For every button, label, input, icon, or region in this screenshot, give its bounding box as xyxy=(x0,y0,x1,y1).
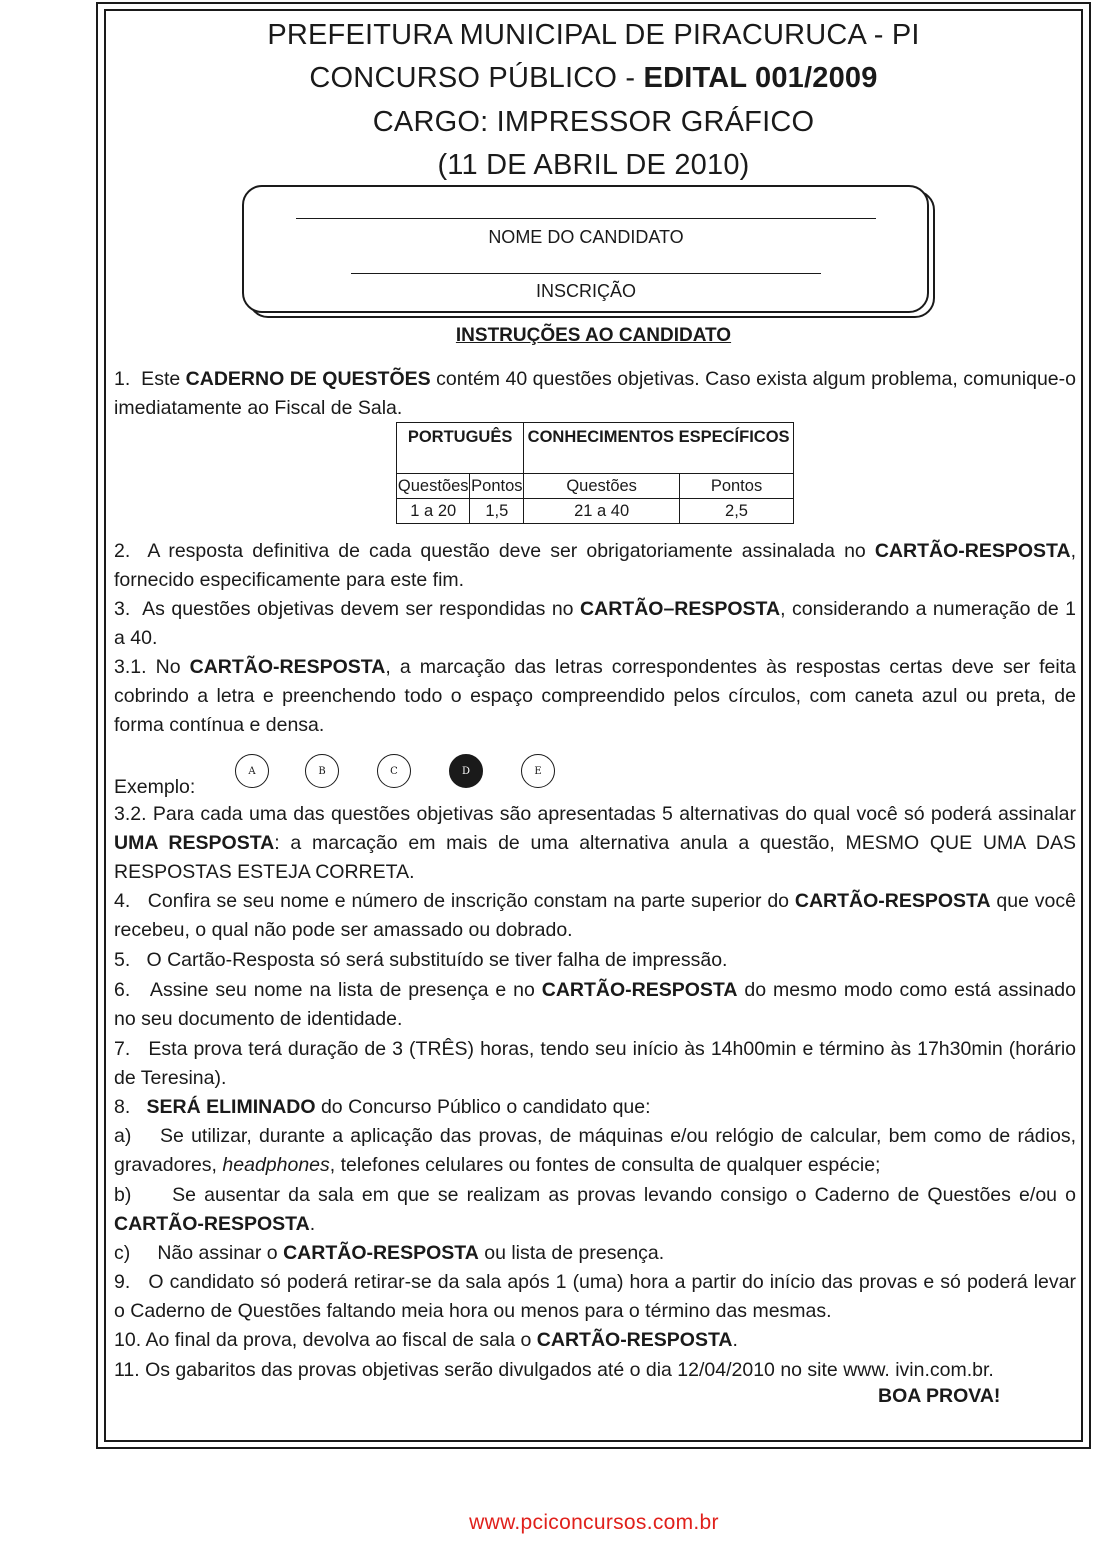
table-header-especificos: CONHECIMENTOS ESPECÍFICOS xyxy=(524,423,794,474)
instruction-8c: c) Não assinar o CARTÃO-RESPOSTA ou lista de presença. xyxy=(114,1242,665,1264)
instruction-3-2: 3.2. Para cada uma das questões objetivas são apresentadas 5 alternativas do qual você só poderá assinalar UMA RESPOSTA: a marcação em mais de uma alternativa anula a questão, MESMO QUE UMA DAS RESPOSTAS ESTEJA CORRETA. xyxy=(114,803,1076,883)
table-col-questions: Questões xyxy=(524,474,680,499)
inscription-label: INSCRIÇÃO xyxy=(535,281,636,301)
instruction-8b: b) Se ausentar da sala em que se realizam as provas levando consigo o Caderno de Questões e/ou o CARTÃO-RESPOSTA. xyxy=(114,1184,1076,1235)
instruction-10: 10. Ao final da prova, devolva ao fiscal de sala o CARTÃO-RESPOSTA. xyxy=(114,1329,738,1351)
example-bubble-a: A xyxy=(235,754,269,788)
score-table xyxy=(396,422,794,524)
table-cell: 1 a 20 xyxy=(397,499,470,524)
instruction-3: 3. As questões objetivas devem ser respondidas no CARTÃO–RESPOSTA, considerando a numeração de 1 a 40. xyxy=(114,598,1077,649)
example-bubble-b: B xyxy=(305,754,339,788)
table-col-questions: Questões xyxy=(397,474,470,499)
table-cell: 21 a 40 xyxy=(524,499,680,524)
table-cell: 2,5 xyxy=(680,499,794,524)
example-bubble-c: C xyxy=(377,754,411,788)
instruction-9: 9. O candidato só poderá retirar-se da sala após 1 (uma) hora a partir do início das provas e só poderá levar o Caderno de Questões faltando meia hora ou menos para o término das mesmas. xyxy=(114,1271,1076,1322)
table-row xyxy=(397,499,794,524)
header-position: CARGO: IMPRESSOR GRÁFICO xyxy=(372,106,815,138)
inscription-line xyxy=(351,273,821,274)
header-date: (11 DE ABRIL DE 2010) xyxy=(437,149,750,181)
closing-text: BOA PROVA! xyxy=(878,1385,1001,1407)
table-cell: 1,5 xyxy=(470,499,524,524)
table-col-points: Pontos xyxy=(680,474,794,499)
instruction-8a: a) Se utilizar, durante a aplicação das provas, de máquinas e/ou relógio de calcular, bem como de rádios, gravadores, headphones, telefones celulares ou fontes de consulta de qualquer espécie; xyxy=(114,1125,1076,1176)
edital-number: EDITAL 001/2009 xyxy=(643,62,878,94)
candidate-box xyxy=(242,185,929,313)
instruction-1: 1. Este CADERNO DE QUESTÕES contém 40 questões objetivas. Caso exista algum problema, comunique-o imediatamente ao Fiscal de Sala. xyxy=(114,368,1076,419)
instruction-7: 7. Esta prova terá duração de 3 (TRÊS) horas, tendo seu início às 14h00min e término às 17h30min (horário de Teresina). xyxy=(114,1038,1076,1089)
example-label: Exemplo: xyxy=(114,776,196,798)
instructions-title: INSTRUÇÕES AO CANDIDATO xyxy=(455,325,732,346)
header-contest: CONCURSO PÚBLICO - EDITAL 001/2009 xyxy=(309,62,878,94)
name-label: NOME DO CANDIDATO xyxy=(488,227,684,247)
instruction-5: 5. O Cartão-Resposta só será substituído se tiver falha de impressão. xyxy=(114,949,728,971)
table-header-portugues: PORTUGUÊS xyxy=(397,423,524,474)
instruction-3-1: 3.1. No CARTÃO-RESPOSTA, a marcação das letras correspondentes às respostas certas deve ser feita cobrindo a letra e preenchendo todo o espaço compreendido pelos círculos, com caneta azul ou preta, de forma contínua e densa. xyxy=(114,656,1076,736)
table-col-points: Pontos xyxy=(470,474,524,499)
instruction-11: 11. Os gabaritos das provas objetivas serão divulgados até o dia 12/04/2010 no site www. ivin.com.br. xyxy=(114,1359,994,1381)
instruction-8: 8. SERÁ ELIMINADO do Concurso Público o candidato que: xyxy=(114,1096,651,1118)
example-bubble-d-marked: D xyxy=(449,754,483,788)
name-line xyxy=(296,218,876,219)
example-bubble-e: E xyxy=(521,754,555,788)
header-municipality: PREFEITURA MUNICIPAL DE PIRACURUCA - PI xyxy=(267,19,920,51)
instruction-4: 4. Confira se seu nome e número de inscrição constam na parte superior do CARTÃO-RESPOSTA que você recebeu, o qual não pode ser amassado ou dobrado. xyxy=(114,890,1076,941)
instruction-2: 2. A resposta definitiva de cada questão deve ser obrigatoriamente assinalada no CARTÃO-RESPOSTA, fornecido especificamente para este fim. xyxy=(114,540,1076,591)
instruction-6: 6. Assine seu nome na lista de presença e no CARTÃO-RESPOSTA do mesmo modo como está assinado no seu documento de identidade. xyxy=(114,979,1076,1030)
footer-url[interactable]: www.pciconcursos.com.br xyxy=(469,1511,719,1534)
